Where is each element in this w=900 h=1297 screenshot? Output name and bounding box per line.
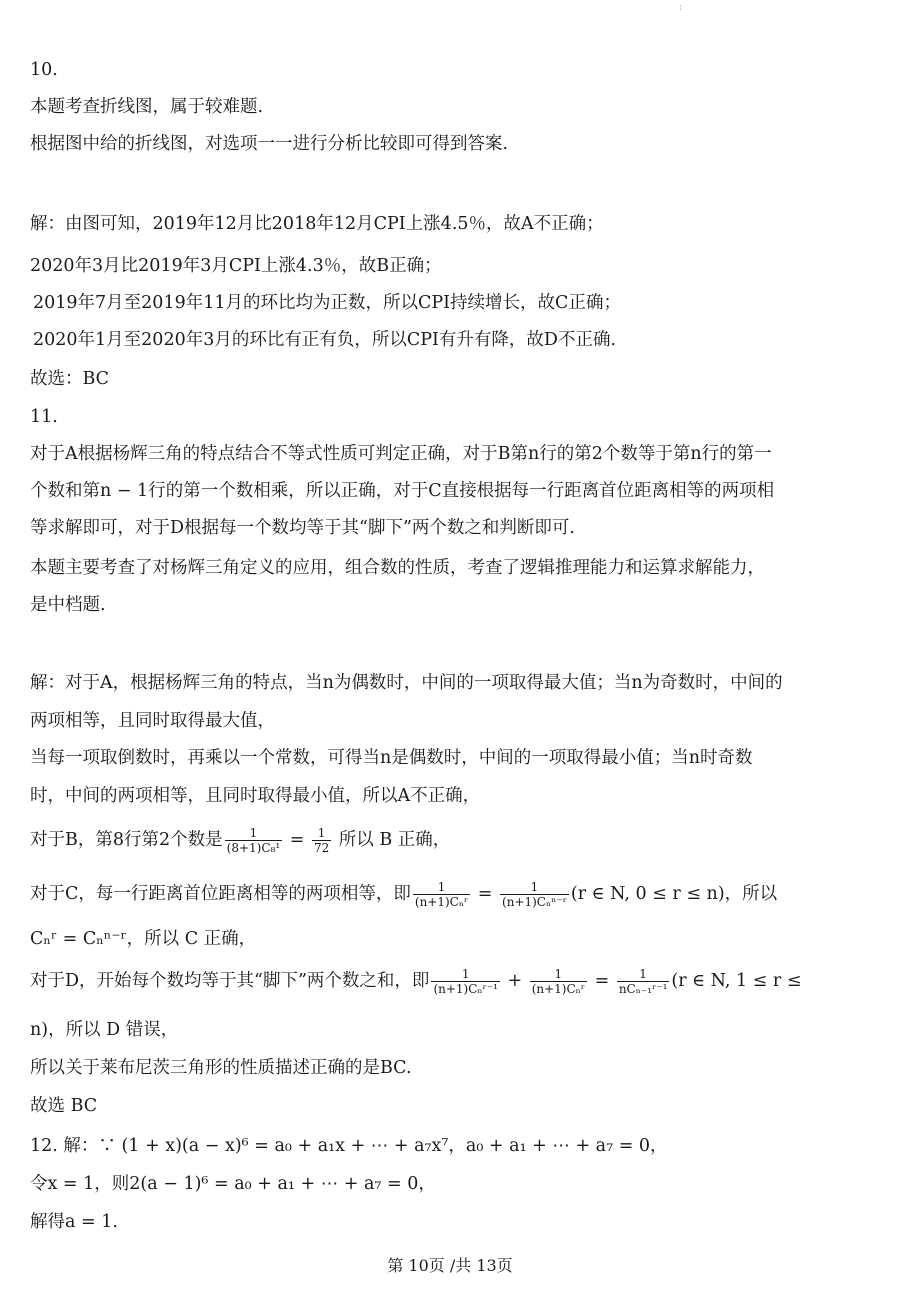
equals-sign: = — [284, 830, 310, 850]
q10-number: 10. — [30, 60, 58, 80]
fraction-numerator: 1 — [225, 826, 283, 841]
q11-b6-post: (r ∈ N, 0 ≤ r ≤ n)，所以 — [570, 884, 778, 904]
page-footer: 第 10页 /共 13页 — [387, 1256, 513, 1275]
q10-solution-3: 2019年7月至2019年11月的环比均为正数，所以CPI持续增长，故C正确； — [33, 293, 621, 313]
q11-solution-9: n)，所以 D 错误， — [30, 1020, 179, 1040]
fraction-numerator: 1 — [431, 967, 499, 982]
q10-solution-4: 2020年1月至2020年3月的环比有正有负，所以CPI有升有降，故D不正确. — [33, 330, 617, 350]
fraction-numerator: 1 — [530, 967, 587, 982]
fraction — [312, 826, 331, 855]
q12-line-1: 12. 解：∵ (1 + x)(a − x)⁶ = a₀ + a₁x + ⋯ + a₇x⁷，a₀ + a₁ + ⋯ + a₇ = 0， — [30, 1136, 668, 1156]
q11-b5-text: 对于B，第8行第2个数是 — [30, 830, 223, 850]
fraction-denominator: (n+1)Cₙʳ — [414, 895, 469, 909]
fraction-denominator: nCₙ₋₁ʳ⁻¹ — [618, 982, 668, 996]
fraction-denominator: (8+1)C₈¹ — [226, 841, 281, 855]
fraction-numerator: 1 — [500, 880, 569, 895]
q11-analysis-2: 个数和第n − 1行的第一个数相乘，所以正确，对于C直接根据每一行距离首位距离相等的两项相 — [30, 481, 775, 501]
q11-solution-4: 时，中间的两项相等，且同时取得最小值，所以A不正确， — [30, 786, 481, 806]
q11-analysis-1: 对于A根据杨辉三角的特点结合不等式性质可判定正确，对于B第n行的第2个数等于第n行的第一 — [30, 444, 772, 464]
fraction — [500, 880, 569, 909]
equals-sign: = — [589, 971, 615, 991]
q12-line-3: 解得a = 1. — [30, 1212, 118, 1232]
fraction — [530, 967, 587, 996]
q11-answer: 故选 BC — [30, 1096, 98, 1116]
q11-solution-5 — [30, 826, 450, 855]
q11-b8-text: 对于D，开始每个数均等于其“脚下”两个数之和，即 — [30, 971, 430, 991]
q11-analysis-4: 本题主要考查了对杨辉三角定义的应用，组合数的性质，考查了逻辑推理能力和运算求解能力， — [30, 558, 765, 578]
q10-line-1: 本题考查折线图，属于较难题. — [30, 97, 264, 117]
q10-answer: 故选：BC — [30, 369, 110, 389]
fraction-denominator: (n+1)Cₙⁿ⁻ʳ — [502, 895, 567, 909]
fraction — [431, 967, 499, 996]
fraction-numerator: 1 — [312, 826, 331, 841]
q10-line-2: 根据图中给的折线图，对选项一一进行分析比较即可得到答案. — [30, 134, 509, 154]
q11-solution-3: 当每一项取倒数时，再乘以一个常数，可得当n是偶数时，中间的一项取得最小值；当n时奇数 — [30, 748, 753, 768]
q11-solution-7: Cₙʳ = Cₙⁿ⁻ʳ，所以 C 正确， — [30, 929, 257, 949]
q11-b5-post: 所以 B 正确， — [333, 830, 451, 850]
q11-solution-1: 解：对于A，根据杨辉三角的特点，当n为偶数时，中间的一项取得最大值；当n为奇数时，中间的 — [30, 673, 783, 693]
q11-b6-text: 对于C，每一行距离首位距离相等的两项相等，即 — [30, 884, 411, 904]
q11-solution-8 — [30, 967, 802, 996]
fraction-denominator: 72 — [313, 841, 330, 855]
q11-b8-post: (r ∈ N, 1 ≤ r ≤ — [671, 971, 802, 991]
q11-number: 11. — [30, 407, 58, 427]
corner-mark: : — [678, 2, 682, 13]
q10-solution-1: 解：由图可知，2019年12月比2018年12月CPI上涨4.5％，故A不正确； — [30, 214, 604, 234]
q11-solution-2: 两项相等，且同时取得最大值， — [30, 711, 275, 731]
fraction — [225, 826, 283, 855]
fraction — [413, 880, 470, 909]
fraction-denominator: (n+1)Cₙʳ — [531, 982, 586, 996]
equals-sign: = — [472, 884, 499, 904]
q11-analysis-5: 是中档题. — [30, 595, 106, 615]
fraction — [617, 967, 670, 996]
fraction-denominator: (n+1)Cₙʳ⁻¹ — [433, 982, 498, 996]
plus-sign: + — [501, 971, 528, 991]
q11-solution-6 — [30, 880, 777, 909]
q10-solution-2: 2020年3月比2019年3月CPI上涨4.3％，故B正确； — [30, 256, 442, 276]
fraction-numerator: 1 — [413, 880, 470, 895]
fraction-numerator: 1 — [617, 967, 670, 982]
q11-solution-10: 所以关于莱布尼茨三角形的性质描述正确的是BC. — [30, 1058, 412, 1078]
q11-analysis-3: 等求解即可，对于D根据每一个数均等于其“脚下”两个数之和判断即可. — [30, 518, 575, 538]
q12-line-2: 令x = 1，则2(a − 1)⁶ = a₀ + a₁ + ⋯ + a₇ = 0， — [30, 1174, 436, 1194]
